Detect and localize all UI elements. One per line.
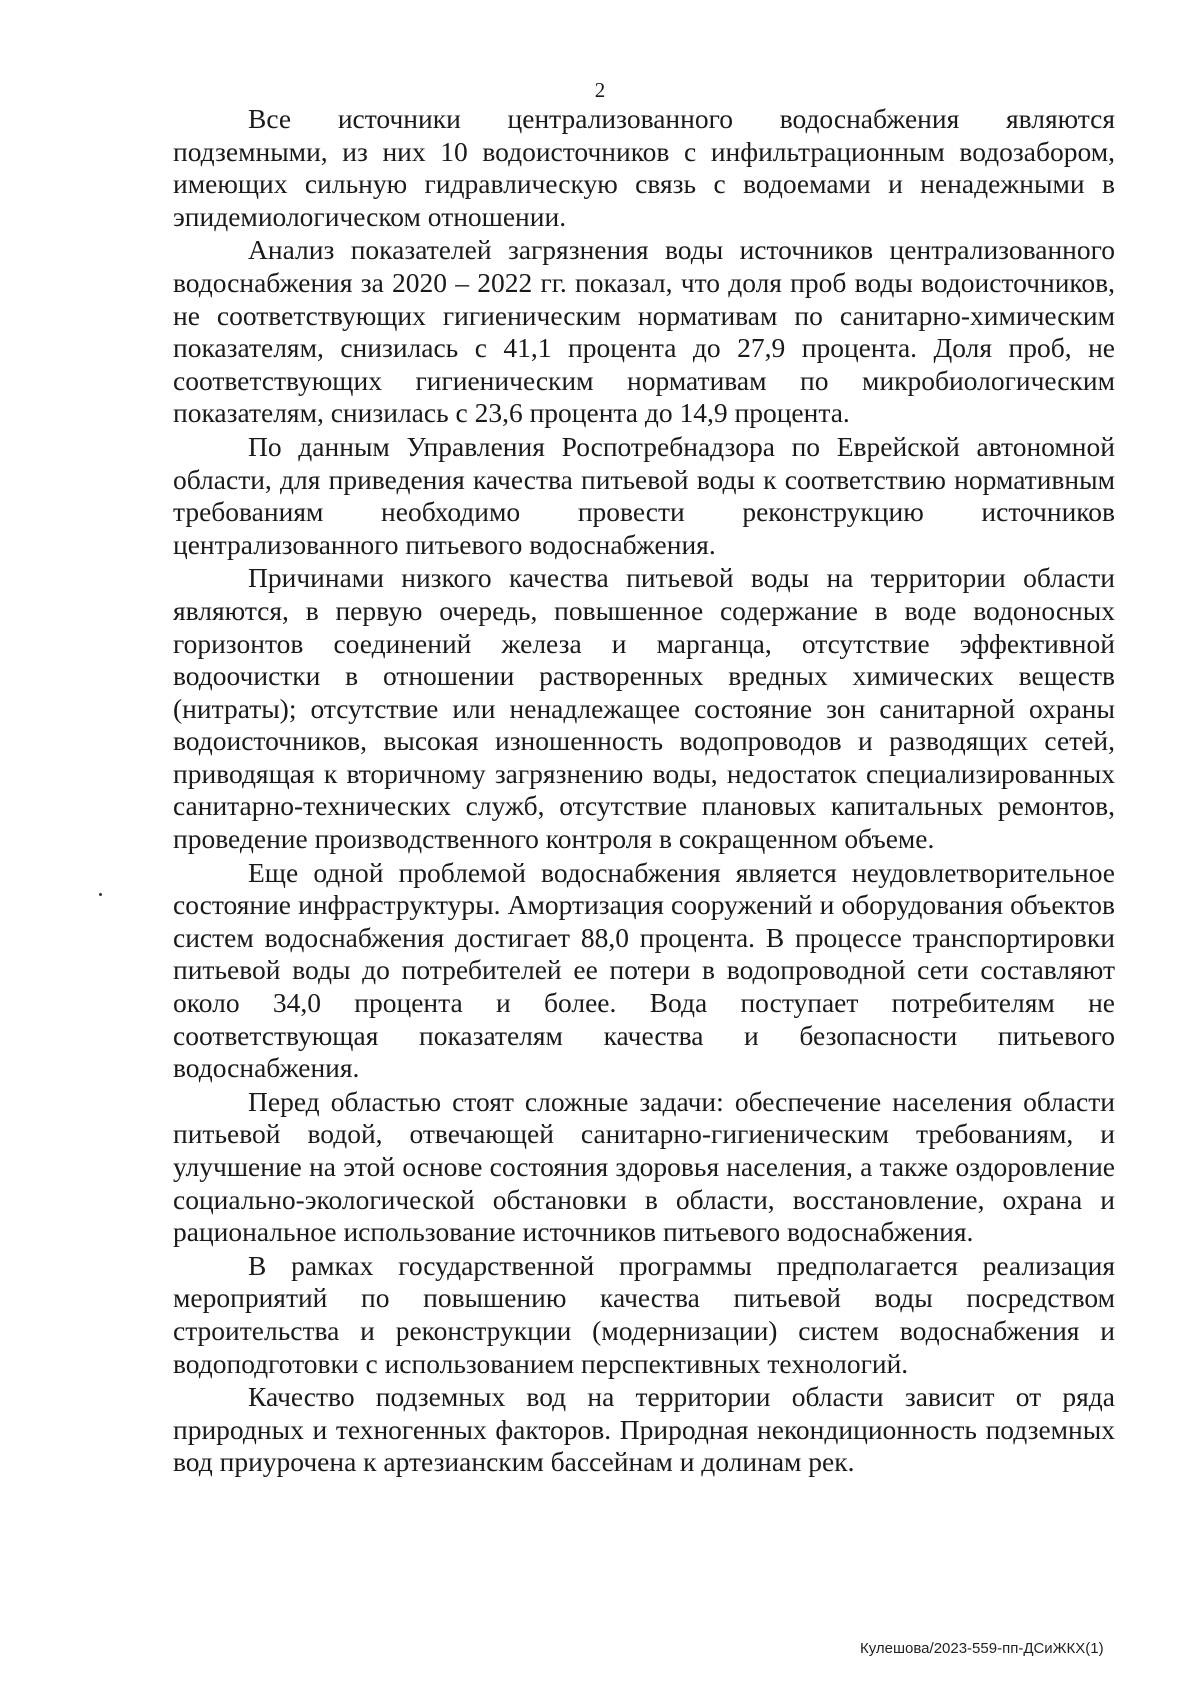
paragraph-pollution-analysis: Анализ показателей загрязнения воды источников централизованного водоснабжения за 2020 – 2022 гг. показал, что доля проб воды водоисточников, не соответствующих гигиеническим нормативам по санитарно-химическим показателям, снизилась с 41,1 процента до 27,9 процента. Доля проб, не соответствующих гигиеническим нормативам по микробиологическим показателям, снизилась с 23,6 процента до 14,9 процента.	[173, 234, 1115, 429]
paragraph-tasks: Перед областью стоят сложные задачи: обеспечение населения области питьевой водой, отвечающей санитарно-гигиеническим требованиям, и улучшение на этой основе состояния здоровья населения, а также оздоровление социально-экологической обстановки в области, восстановление, охрана и рациональное использование источников питьевого водоснабжения.	[173, 1085, 1115, 1248]
paragraph-state-program: В рамках государственной программы предполагается реализация мероприятий по повышению качества питьевой воды посредством строительства и реконструкции (модернизации) систем водоснабжения и водоподготовки с использованием перспективных технологий.	[173, 1249, 1115, 1379]
paragraph-infrastructure: Еще одной проблемой водоснабжения является неудовлетворительное состояние инфраструктуры. Амортизация сооружений и оборудования объектов систем водоснабжения достигает 88,0 процента. В процессе транспортировки питьевой воды до потребителей ее потери в водопроводной сети составляют около 34,0 процента и более. Вода поступает потребителям не соответствующая показателям качества и безопасности питьевого водоснабжения.	[173, 856, 1115, 1084]
document-body	[173, 103, 1115, 1480]
footer-reference: Кулешова/2023-559-пп-ДСиЖКХ(1)	[860, 1640, 1104, 1657]
page-number: 2	[594, 78, 606, 102]
scan-speck	[99, 893, 102, 896]
paragraph-rospotrebnadzor: По данным Управления Роспотребнадзора по Еврейской автономной области, для приведения качества питьевой воды к соответствию нормативным требованиям необходимо провести реконструкцию источников централизованного питьевого водоснабжения.	[173, 430, 1115, 560]
paragraph-low-quality-causes: Причинами низкого качества питьевой воды на территории области являются, в первую очередь, повышенное содержание в воде водоносных горизонтов соединений железа и марганца, отсутствие эффективной водоочистки в отношении растворенных вредных химических веществ (нитраты); отсутствие или ненадлежащее состояние зон санитарной охраны водоисточников, высокая изношенность водопроводов и разводящих сетей, приводящая к вторичному загрязнению воды, недостаток специализированных санитарно-технических служб, отсутствие плановых капитальных ремонтов, проведение производственного контроля в сокращенном объеме.	[173, 562, 1115, 855]
paragraph-groundwater-quality: Качество подземных вод на территории области зависит от ряда природных и техногенных факторов. Природная некондиционность подземных вод приурочена к артезианским бассейнам и долинам рек.	[173, 1381, 1115, 1478]
paragraph-sources: Все источники централизованного водоснабжения являются подземными, из них 10 водоисточников с инфильтрационным водозабором, имеющих сильную гидравлическую связь с водоемами и ненадежными в эпидемиологическом отношении.	[173, 103, 1115, 232]
